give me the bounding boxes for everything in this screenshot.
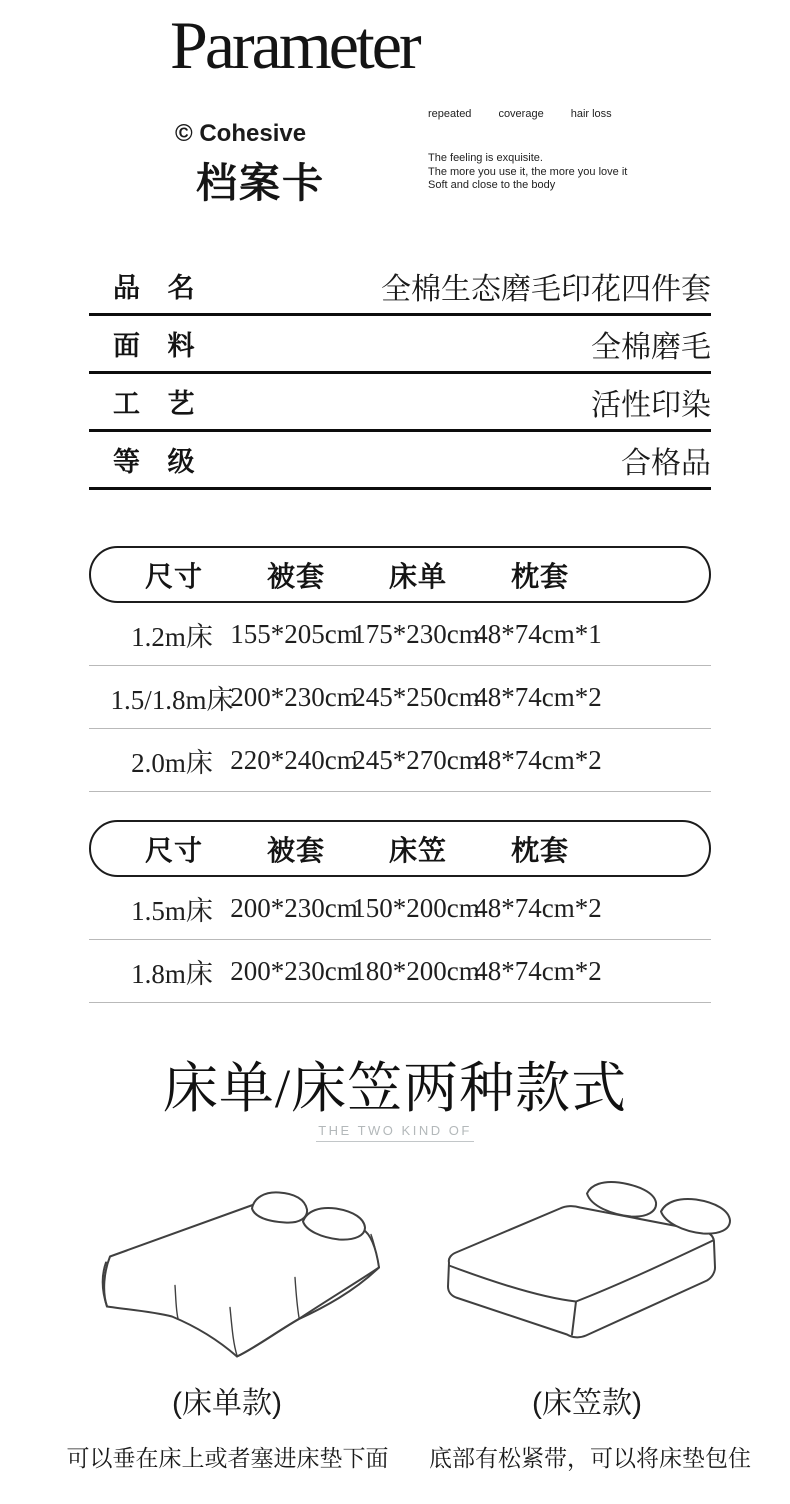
table-row [89, 603, 711, 666]
size-table-flat-sheet [89, 546, 711, 792]
keyword-list [428, 108, 612, 120]
table-row [89, 729, 711, 792]
spec-row-product-name [89, 258, 711, 316]
flat-sheet-description: 可以垂在床上或者塞进床垫下面 [66, 1445, 389, 1471]
tagline-line: The feeling is exquisite. [428, 152, 543, 164]
spec-label: 面 料 [113, 331, 195, 361]
table-row [89, 877, 711, 940]
brand-name: © Cohesive [175, 120, 307, 147]
cell: 1.5m床 [131, 895, 213, 926]
col-header: 枕套 [510, 560, 569, 592]
cell: 200*230cm [230, 892, 358, 923]
cell: 48*74cm*2 [474, 892, 602, 923]
cell: 48*74cm*2 [474, 681, 602, 712]
flat-sheet-label: (床单款) [172, 1387, 282, 1420]
col-header: 被套 [266, 560, 325, 592]
cell: 1.8m床 [131, 958, 213, 989]
cell: 180*200cm [352, 955, 480, 986]
spec-label: 等 级 [113, 447, 195, 477]
size-table-fitted-sheet [89, 820, 711, 1003]
spec-label: 工 艺 [113, 389, 195, 419]
col-header: 床单 [388, 560, 447, 592]
page-title: Parameter [170, 7, 419, 83]
tagline [428, 152, 627, 193]
cell: 48*74cm*1 [474, 618, 602, 649]
section-subtitle: THE TWO KIND OF [316, 1123, 474, 1142]
section-subtitle-wrap [0, 1122, 790, 1142]
spec-row-grade [89, 432, 711, 490]
fitted-sheet-mattress-illustration [424, 1168, 764, 1373]
col-header: 枕套 [510, 834, 569, 866]
cell: 155*205cm [230, 618, 358, 649]
size-table-header [89, 820, 711, 877]
spec-value: 全棉磨毛 [591, 331, 711, 364]
spec-value: 全棉生态磨毛印花四件套 [381, 273, 711, 306]
cell: 245*250cm [352, 681, 480, 712]
col-header: 被套 [266, 834, 325, 866]
flat-sheet-bed-illustration [58, 1170, 398, 1375]
col-header: 尺寸 [144, 834, 203, 866]
cell: 2.0m床 [131, 747, 213, 778]
cell: 220*240cm [230, 744, 358, 775]
cell: 200*230cm [230, 955, 358, 986]
fitted-sheet-description: 底部有松紧带，可以将床垫包住 [429, 1445, 751, 1471]
spec-table [89, 258, 711, 490]
keyword: hair loss [570, 108, 612, 120]
section-title: 床单/床笠两种款式 [162, 1058, 628, 1119]
keyword: coverage [498, 108, 544, 120]
spec-label: 品 名 [113, 273, 195, 303]
archive-card-label: 档案卡 [196, 160, 325, 206]
cell: 1.2m床 [131, 621, 213, 652]
spec-value: 活性印染 [591, 389, 711, 422]
cell: 150*200cm [352, 892, 480, 923]
cell: 175*230cm [352, 618, 480, 649]
table-row [89, 940, 711, 1003]
spec-row-fabric [89, 316, 711, 374]
tagline-line: Soft and close to the body [428, 179, 556, 191]
fitted-sheet-label: (床笠款) [532, 1387, 642, 1420]
cell: 245*270cm [352, 744, 480, 775]
cell: 1.5/1.8m床 [110, 684, 234, 715]
spec-value: 合格品 [621, 447, 711, 480]
cell: 200*230cm [230, 681, 358, 712]
table-row [89, 666, 711, 729]
cell: 48*74cm*2 [474, 744, 602, 775]
tagline-line: The more you use it, the more you love it [428, 165, 628, 178]
cell: 48*74cm*2 [474, 955, 602, 986]
keyword: repeated [428, 108, 472, 120]
col-header: 床笠 [388, 834, 447, 866]
col-header: 尺寸 [144, 560, 203, 592]
spec-row-craft [89, 374, 711, 432]
size-table-header [89, 546, 711, 603]
